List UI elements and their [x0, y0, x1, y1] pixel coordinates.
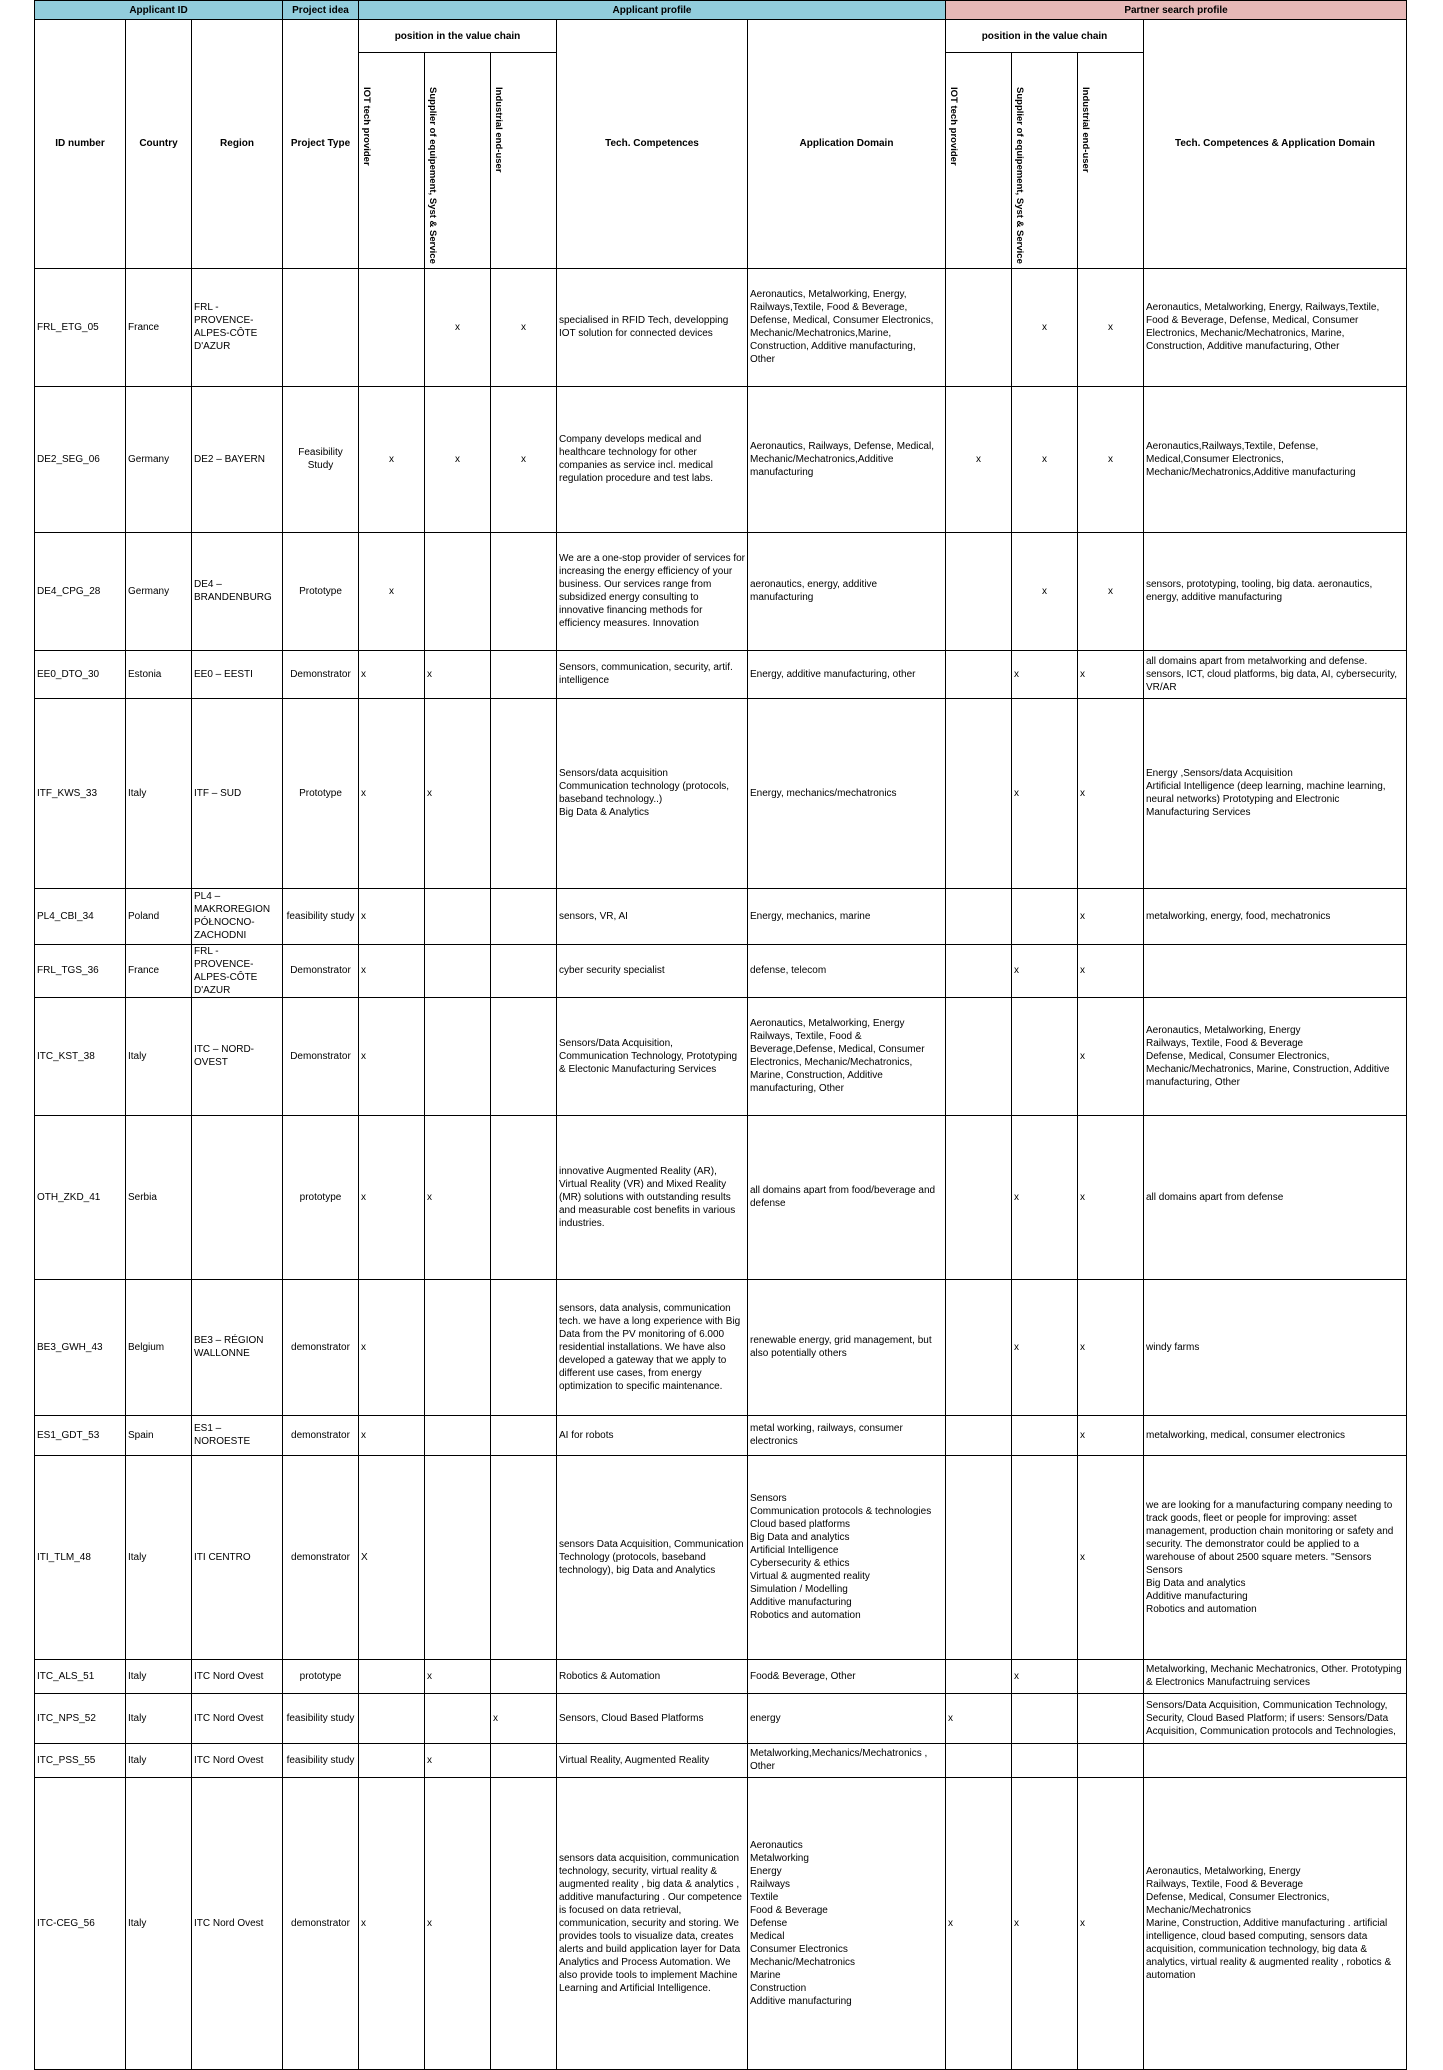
cell-partner-tech: Aeronautics, Metalworking, Energy Railways, Textile, Food & Beverage Defense, Medical, Consumer Electronics, Mechanic/Mechatronics Marine, Construction, Additive manufacturing . artificial intelligence, cloud based computing, sensors data acquisition, communication technology, big data & analytics, virtual reality & augmented reality , robotics & automation	[1144, 1777, 1407, 2069]
cell-partner-industrial	[1078, 1743, 1144, 1777]
cell-project-type: demonstrator	[283, 1777, 359, 2069]
partner-value-chain-header: position in the value chain	[946, 20, 1144, 53]
col-tech: Tech. Competences	[557, 20, 748, 269]
cell-project-type: prototype	[283, 1115, 359, 1279]
cell-iot: x	[359, 888, 425, 944]
cell-partner-industrial: x	[1078, 1279, 1144, 1415]
cell-id: PL4_CBI_34	[35, 888, 126, 944]
cell-supplier	[425, 1693, 491, 1743]
cell-industrial	[491, 698, 557, 888]
table-row	[35, 1115, 1407, 1279]
cell-supplier	[425, 1455, 491, 1659]
cell-partner-iot	[946, 532, 1012, 650]
cell-project-type: demonstrator	[283, 1415, 359, 1455]
cell-country: Poland	[126, 888, 192, 944]
cell-id: ES1_GDT_53	[35, 1415, 126, 1455]
cell-country: Italy	[126, 698, 192, 888]
table-row	[35, 1455, 1407, 1659]
cell-country: France	[126, 268, 192, 386]
cell-partner-supplier: x	[1012, 650, 1078, 698]
cell-country: Estonia	[126, 650, 192, 698]
cell-partner-supplier	[1012, 1743, 1078, 1777]
cell-partner-industrial: x	[1078, 1777, 1144, 2069]
cell-partner-tech: all domains apart from defense	[1144, 1115, 1407, 1279]
cell-project-type: feasibility study	[283, 1693, 359, 1743]
cell-region: DE4 – BRANDENBURG	[192, 532, 283, 650]
cell-domain: Food& Beverage, Other	[748, 1659, 946, 1693]
cell-industrial	[491, 1659, 557, 1693]
cell-tech: cyber security specialist	[557, 944, 748, 997]
cell-supplier: x	[425, 1115, 491, 1279]
cell-tech: Sensors/Data Acquisition, Communication Technology, Prototyping & Electonic Manufacturing Services	[557, 997, 748, 1115]
cell-country: Italy	[126, 1777, 192, 2069]
cell-partner-tech: metalworking, energy, food, mechatronics	[1144, 888, 1407, 944]
cell-partner-industrial: x	[1078, 386, 1144, 532]
cell-domain: Energy, mechanics/mechatronics	[748, 698, 946, 888]
cell-domain: all domains apart from food/beverage and defense	[748, 1115, 946, 1279]
cell-country: Italy	[126, 1659, 192, 1693]
cell-country: Italy	[126, 1455, 192, 1659]
cell-partner-tech: Aeronautics, Metalworking, Energy, Railways,Textile, Food & Beverage, Defense, Medical, Consumer Electronics, Mechanic/Mechatronics, Marine, Construction, Additive manufacturing, Other	[1144, 268, 1407, 386]
cell-partner-iot	[946, 888, 1012, 944]
cell-tech: Sensors, Cloud Based Platforms	[557, 1693, 748, 1743]
cell-tech: sensors, data analysis, communication tech. we have a long experience with Big Data from the PV monitoring of 6.000 residential installations. We have also developed a gateway that we apply to different use cases, from energy optimization to specific maintenance.	[557, 1279, 748, 1415]
cell-supplier: x	[425, 268, 491, 386]
cell-industrial	[491, 888, 557, 944]
cell-id: DE4_CPG_28	[35, 532, 126, 650]
cell-industrial	[491, 1279, 557, 1415]
cell-partner-supplier: x	[1012, 944, 1078, 997]
cell-project-type: demonstrator	[283, 1455, 359, 1659]
cell-project-type	[283, 268, 359, 386]
cell-partner-iot	[946, 1743, 1012, 1777]
col-iot: IOT tech provider	[359, 53, 425, 269]
cell-iot: x	[359, 532, 425, 650]
col-industrial: Industrial end-user	[491, 53, 557, 269]
cell-tech: sensors Data Acquisition, Communication Technology (protocols, baseband technology), big Data and Analytics	[557, 1455, 748, 1659]
cell-id: ITC_KST_38	[35, 997, 126, 1115]
cell-country: Serbia	[126, 1115, 192, 1279]
cell-project-type: Prototype	[283, 532, 359, 650]
cell-partner-iot: x	[946, 1693, 1012, 1743]
table-row	[35, 650, 1407, 698]
cell-region: PL4 – MAKROREGION PÓŁNOCNO-ZACHODNI	[192, 888, 283, 944]
cell-partner-supplier	[1012, 888, 1078, 944]
cell-partner-supplier: x	[1012, 532, 1078, 650]
cell-project-type: Feasibility Study	[283, 386, 359, 532]
table-row	[35, 944, 1407, 997]
col-project-type: Project Type	[283, 20, 359, 269]
cell-tech: Company develops medical and healthcare technology for other companies as service incl. medical regulation procedure and test labs.	[557, 386, 748, 532]
cell-id: ITC-CEG_56	[35, 1777, 126, 2069]
cell-partner-industrial: x	[1078, 1115, 1144, 1279]
cell-iot: x	[359, 1115, 425, 1279]
cell-partner-industrial: x	[1078, 650, 1144, 698]
cell-iot	[359, 268, 425, 386]
cell-partner-iot: x	[946, 386, 1012, 532]
cell-partner-industrial: x	[1078, 944, 1144, 997]
cell-partner-supplier: x	[1012, 1115, 1078, 1279]
cell-country: Germany	[126, 532, 192, 650]
cell-region: EE0 – EESTI	[192, 650, 283, 698]
cell-partner-iot	[946, 944, 1012, 997]
table-row	[35, 1279, 1407, 1415]
cell-supplier: x	[425, 1743, 491, 1777]
cell-partner-tech: Aeronautics, Metalworking, Energy Railways, Textile, Food & Beverage Defense, Medical, Consumer Electronics, Mechanic/Mechatronics, Marine, Construction, Additive manufacturing, Other	[1144, 997, 1407, 1115]
cell-partner-tech: all domains apart from metalworking and defense. sensors, ICT, cloud platforms, big data, AI, cybersecurity, VR/AR	[1144, 650, 1407, 698]
cell-industrial	[491, 944, 557, 997]
cell-partner-industrial	[1078, 1693, 1144, 1743]
cell-partner-tech	[1144, 1743, 1407, 1777]
col-domain: Application Domain	[748, 20, 946, 269]
cell-domain: energy	[748, 1693, 946, 1743]
cell-project-type: Demonstrator	[283, 997, 359, 1115]
cell-project-type: demonstrator	[283, 1279, 359, 1415]
cell-tech: Sensors, communication, security, artif. intelligence	[557, 650, 748, 698]
cell-domain: metal working, railways, consumer electronics	[748, 1415, 946, 1455]
cell-domain: Aeronautics Metalworking Energy Railways Textile Food & Beverage Defense Medical Consumer Electronics Mechanic/Mechatronics Marine Construction Additive manufacturing	[748, 1777, 946, 2069]
table-row	[35, 1659, 1407, 1693]
cell-domain: Energy, mechanics, marine	[748, 888, 946, 944]
cell-country: Italy	[126, 1743, 192, 1777]
table-row	[35, 1415, 1407, 1455]
cell-partner-iot	[946, 650, 1012, 698]
cell-industrial	[491, 532, 557, 650]
cell-partner-tech: Aeronautics,Railways,Textile, Defense, Medical,Consumer Electronics, Mechanic/Mechatronics,Additive manufacturing	[1144, 386, 1407, 532]
cell-partner-industrial: x	[1078, 1415, 1144, 1455]
cell-domain: Sensors Communication protocols & technologies Cloud based platforms Big Data and analytics Artificial Intelligence Cybersecurity & ethics Virtual & augmented reality Simulation / Modelling Additive manufacturing Robotics and automation	[748, 1455, 946, 1659]
cell-region: ITC – NORD-OVEST	[192, 997, 283, 1115]
cell-supplier: x	[425, 1777, 491, 2069]
cell-iot: x	[359, 997, 425, 1115]
cell-domain: aeronautics, energy, additive manufacturing	[748, 532, 946, 650]
cell-partner-supplier: x	[1012, 1279, 1078, 1415]
cell-supplier: x	[425, 386, 491, 532]
cell-iot	[359, 1743, 425, 1777]
cell-region: BE3 – RÉGION WALLONNE	[192, 1279, 283, 1415]
table-row	[35, 532, 1407, 650]
cell-domain: renewable energy, grid management, but also potentially others	[748, 1279, 946, 1415]
cell-tech: specialised in RFID Tech, developping IOT solution for connected devices	[557, 268, 748, 386]
table-row	[35, 386, 1407, 532]
cell-supplier	[425, 997, 491, 1115]
cell-tech: sensors, VR, AI	[557, 888, 748, 944]
cell-partner-iot	[946, 1115, 1012, 1279]
cell-region: ITI CENTRO	[192, 1455, 283, 1659]
cell-iot: x	[359, 1777, 425, 2069]
cell-id: FRL_ETG_05	[35, 268, 126, 386]
cell-id: ITC_ALS_51	[35, 1659, 126, 1693]
cell-partner-tech: Energy ,Sensors/data Acquisition Artificial Intelligence (deep learning, machine learning, neural networks) Prototyping and Electronic Manufacturing Services	[1144, 698, 1407, 888]
cell-region	[192, 1115, 283, 1279]
col-partner-tech: Tech. Competences & Application Domain	[1144, 20, 1407, 269]
cell-partner-supplier	[1012, 1415, 1078, 1455]
col-partner-iot: IOT tech provider	[946, 53, 1012, 269]
cell-id: ITF_KWS_33	[35, 698, 126, 888]
cell-project-type: feasibility study	[283, 1743, 359, 1777]
cell-partner-tech: windy farms	[1144, 1279, 1407, 1415]
cell-supplier	[425, 888, 491, 944]
cell-id: ITI_TLM_48	[35, 1455, 126, 1659]
cell-region: ITC Nord Ovest	[192, 1777, 283, 2069]
cell-partner-industrial: x	[1078, 1455, 1144, 1659]
cell-domain: Energy, additive manufacturing, other	[748, 650, 946, 698]
cell-partner-industrial: x	[1078, 888, 1144, 944]
cell-domain: Aeronautics, Metalworking, Energy, Railways,Textile, Food & Beverage, Defense, Medical, Consumer Electronics, Mechanic/Mechatronics,Marine, Construction, Additive manufacturing, Other	[748, 268, 946, 386]
cell-industrial: x	[491, 268, 557, 386]
cell-country: Spain	[126, 1415, 192, 1455]
cell-partner-supplier: x	[1012, 268, 1078, 386]
cell-project-type: Prototype	[283, 698, 359, 888]
cell-partner-iot	[946, 268, 1012, 386]
cell-iot: X	[359, 1455, 425, 1659]
cell-tech: Virtual Reality, Augmented Reality	[557, 1743, 748, 1777]
cell-partner-tech	[1144, 944, 1407, 997]
col-region: Region	[192, 20, 283, 269]
cell-partner-industrial: x	[1078, 997, 1144, 1115]
cell-project-type: Demonstrator	[283, 944, 359, 997]
cell-iot: x	[359, 698, 425, 888]
cell-region: FRL - PROVENCE-ALPES-CÔTE D'AZUR	[192, 268, 283, 386]
cell-iot: x	[359, 1279, 425, 1415]
group-applicant-profile: Applicant profile	[359, 1, 946, 20]
cell-industrial	[491, 997, 557, 1115]
cell-supplier: x	[425, 650, 491, 698]
cell-partner-iot	[946, 997, 1012, 1115]
cell-tech: Sensors/data acquisition Communication technology (protocols, baseband technology..) Big Data & Analytics	[557, 698, 748, 888]
cell-supplier	[425, 1415, 491, 1455]
cell-partner-iot	[946, 1455, 1012, 1659]
cell-id: EE0_DTO_30	[35, 650, 126, 698]
col-partner-supplier: Supplier of equipement, Syst & Service	[1012, 53, 1078, 269]
cell-id: DE2_SEG_06	[35, 386, 126, 532]
cell-partner-iot	[946, 698, 1012, 888]
cell-country: Belgium	[126, 1279, 192, 1415]
cell-supplier	[425, 532, 491, 650]
cell-industrial: x	[491, 386, 557, 532]
cell-region: FRL - PROVENCE-ALPES-CÔTE D'AZUR	[192, 944, 283, 997]
cell-partner-supplier: x	[1012, 1659, 1078, 1693]
col-country: Country	[126, 20, 192, 269]
cell-industrial	[491, 1115, 557, 1279]
cell-partner-tech: Metalworking, Mechanic Mechatronics, Other. Prototyping & Electronics Manufactruing services	[1144, 1659, 1407, 1693]
cell-region: DE2 – BAYERN	[192, 386, 283, 532]
cell-id: ITC_PSS_55	[35, 1743, 126, 1777]
cell-country: Germany	[126, 386, 192, 532]
col-id: ID number	[35, 20, 126, 269]
cell-tech: AI for robots	[557, 1415, 748, 1455]
cell-partner-industrial: x	[1078, 698, 1144, 888]
cell-partner-iot	[946, 1279, 1012, 1415]
cell-industrial	[491, 1455, 557, 1659]
table-row	[35, 268, 1407, 386]
col-partner-industrial: Industrial end-user	[1078, 53, 1144, 269]
cell-partner-industrial: x	[1078, 268, 1144, 386]
cell-region: ITC Nord Ovest	[192, 1659, 283, 1693]
cell-partner-supplier: x	[1012, 1777, 1078, 2069]
cell-partner-iot: x	[946, 1777, 1012, 2069]
cell-domain: Metalworking,Mechanics/Mechatronics , Other	[748, 1743, 946, 1777]
cell-iot: x	[359, 944, 425, 997]
cell-tech: Robotics & Automation	[557, 1659, 748, 1693]
cell-supplier: x	[425, 698, 491, 888]
cell-id: OTH_ZKD_41	[35, 1115, 126, 1279]
cell-industrial	[491, 1743, 557, 1777]
cell-region: ES1 – NOROESTE	[192, 1415, 283, 1455]
cell-project-type: prototype	[283, 1659, 359, 1693]
table-row	[35, 1693, 1407, 1743]
cell-id: ITC_NPS_52	[35, 1693, 126, 1743]
applicant-table	[34, 0, 1407, 2070]
cell-region: ITC Nord Ovest	[192, 1693, 283, 1743]
cell-partner-industrial: x	[1078, 532, 1144, 650]
cell-partner-tech: sensors, prototyping, tooling, big data. aeronautics, energy, additive manufacturing	[1144, 532, 1407, 650]
cell-partner-iot	[946, 1659, 1012, 1693]
table-row	[35, 698, 1407, 888]
cell-partner-iot	[946, 1415, 1012, 1455]
cell-iot: x	[359, 386, 425, 532]
cell-industrial: x	[491, 1693, 557, 1743]
cell-partner-tech: Sensors/Data Acquisition, Communication Technology, Security, Cloud Based Platform; if users: Sensors/Data Acquisition, Communication protocols and Technologies,	[1144, 1693, 1407, 1743]
cell-id: BE3_GWH_43	[35, 1279, 126, 1415]
cell-industrial	[491, 650, 557, 698]
cell-partner-supplier: x	[1012, 698, 1078, 888]
cell-project-type: feasibility study	[283, 888, 359, 944]
cell-partner-supplier	[1012, 997, 1078, 1115]
group-applicant-id: Applicant ID	[35, 1, 283, 20]
table-row	[35, 1777, 1407, 2069]
col-supplier: Supplier of equipement, Syst & Service	[425, 53, 491, 269]
cell-domain: Aeronautics, Metalworking, Energy Railways, Textile, Food & Beverage,Defense, Medical, Consumer Electronics, Mechanic/Mechatronics, Marine, Construction, Additive manufacturing, Other	[748, 997, 946, 1115]
cell-country: Italy	[126, 1693, 192, 1743]
cell-industrial	[491, 1777, 557, 2069]
cell-domain: defense, telecom	[748, 944, 946, 997]
cell-partner-tech: metalworking, medical, consumer electronics	[1144, 1415, 1407, 1455]
cell-iot: x	[359, 650, 425, 698]
group-project-idea: Project idea	[283, 1, 359, 20]
cell-domain: Aeronautics, Railways, Defense, Medical, Mechanic/Mechatronics,Additive manufacturing	[748, 386, 946, 532]
cell-partner-supplier: x	[1012, 386, 1078, 532]
cell-supplier	[425, 944, 491, 997]
cell-country: France	[126, 944, 192, 997]
cell-supplier	[425, 1279, 491, 1415]
table-row	[35, 888, 1407, 944]
cell-supplier: x	[425, 1659, 491, 1693]
cell-partner-supplier	[1012, 1455, 1078, 1659]
cell-iot	[359, 1693, 425, 1743]
cell-partner-supplier	[1012, 1693, 1078, 1743]
cell-region: ITF – SUD	[192, 698, 283, 888]
cell-project-type: Demonstrator	[283, 650, 359, 698]
cell-tech: innovative Augmented Reality (AR), Virtual Reality (VR) and Mixed Reality (MR) solutions with outstanding results and measurable cost benefits in various industries.	[557, 1115, 748, 1279]
cell-partner-industrial	[1078, 1659, 1144, 1693]
cell-partner-tech: we are looking for a manufacturing company needing to track goods, fleet or people for improving: asset management, production chain monitoring or safety and security. The demonstrator could be applied to a warehouse of about 2500 square meters. "Sensors Sensors Big Data and analytics Additive manufacturing Robotics and automation	[1144, 1455, 1407, 1659]
cell-industrial	[491, 1415, 557, 1455]
table-row	[35, 997, 1407, 1115]
cell-tech: sensors data acquisition, communication technology, security, virtual reality & augmented reality , big data & analytics , additive manufacturing . Our competence is focused on data retrieval, communication, security and storing. We provides tools to visualize data, creates alerts and build application layer for Data Analytics and Process Automation. We also provide tools to implement Machine Learning and Artificial Intelligence.	[557, 1777, 748, 2069]
cell-id: FRL_TGS_36	[35, 944, 126, 997]
table-row	[35, 1743, 1407, 1777]
value-chain-header: position in the value chain	[359, 20, 557, 53]
cell-tech: We are a one-stop provider of services for increasing the energy efficiency of your business. Our services range from subsidized energy consulting to innovative financing methods for efficiency measures. Innovation	[557, 532, 748, 650]
cell-iot: x	[359, 1415, 425, 1455]
cell-country: Italy	[126, 997, 192, 1115]
group-partner-profile: Partner search profile	[946, 1, 1407, 20]
cell-region: ITC Nord Ovest	[192, 1743, 283, 1777]
cell-iot	[359, 1659, 425, 1693]
